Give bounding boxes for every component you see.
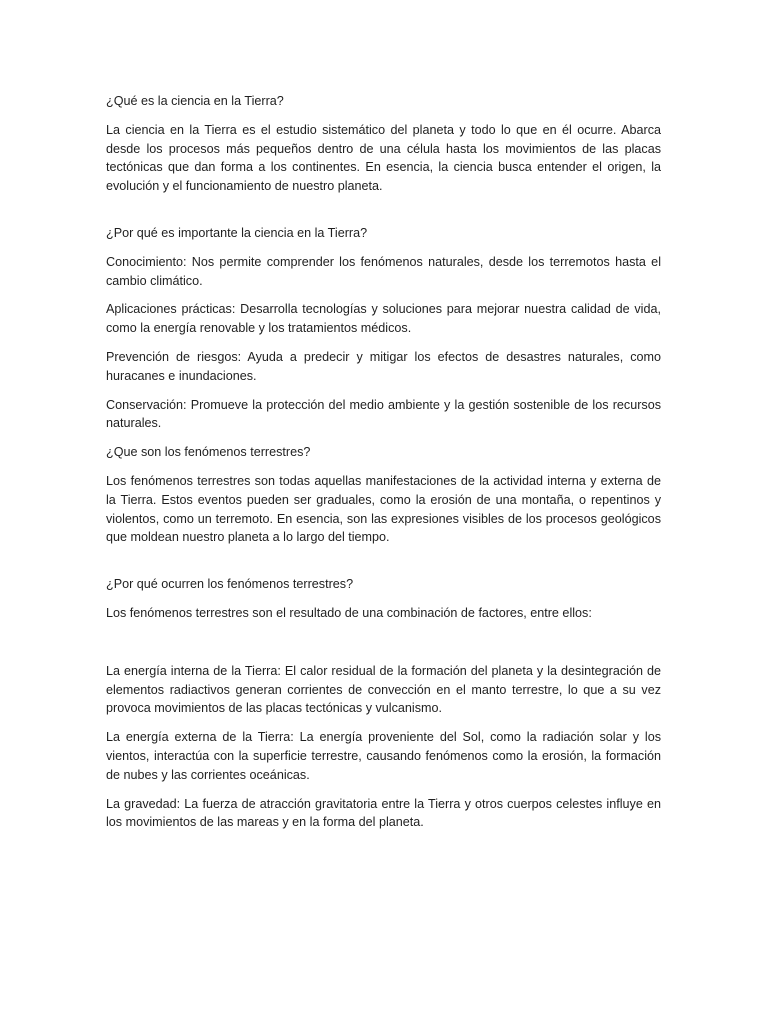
paragraph-definicion-ciencia: La ciencia en la Tierra es el estudio sistemático del planeta y todo lo que en él ocurre. Abarca desde los procesos más pequeños dentro de una célula hasta los movimientos de las placas tectónicas que dan forma a los continentes. En esencia, la ciencia busca entender el origen, la evolución y el funcionamiento de nuestro planeta. [106, 122, 661, 194]
paragraph-prevencion: Prevención de riesgos: Ayuda a predecir y mitigar los efectos de desastres naturales, como huracanes e inundaciones. [106, 349, 661, 383]
heading-por-que-ocurren: ¿Por qué ocurren los fenómenos terrestres? [106, 577, 354, 592]
paragraph-aplicaciones: Aplicaciones prácticas: Desarrolla tecnologías y soluciones para mejorar nuestra calidad de vida, como la energía renovable y los tratamientos médicos. [106, 302, 661, 336]
spacer [106, 633, 661, 662]
paragraph-conservacion: Conservación: Promueve la protección del medio ambiente y la gestión sostenible de los recursos naturales. [106, 397, 661, 431]
document-page [106, 92, 661, 842]
paragraph-energia-externa: La energía externa de la Tierra: La energía proveniente del Sol, como la radiación solar y los vientos, interactúa con la superficie terrestre, causando fenómenos como la erosión, la formación de nubes y las corrientes oceánicas. [106, 730, 661, 782]
heading-fenomenos-terrestres: ¿Que son los fenómenos terrestres? [106, 445, 311, 460]
paragraph-factores-intro: Los fenómenos terrestres son el resultado de una combinación de factores, entre ellos: [106, 605, 592, 620]
paragraph-gravedad: La gravedad: La fuerza de atracción gravitatoria entre la Tierra y otros cuerpos celestes influye en los movimientos de las mareas y en la forma del planeta. [106, 796, 661, 830]
paragraph-conocimiento: Conocimiento: Nos permite comprender los fenómenos naturales, desde los terremotos hasta el cambio climático. [106, 254, 661, 288]
paragraph-definicion-fenomenos: Los fenómenos terrestres son todas aquellas manifestaciones de la actividad interna y externa de la Tierra. Estos eventos pueden ser graduales, como la erosión de una montaña, o repentinos y violentos, como un terremoto. En esencia, son las expresiones visibles de los procesos geológicos que moldean nuestro planeta a lo largo del tiempo. [106, 473, 661, 545]
spacer [106, 206, 661, 224]
spacer [106, 557, 661, 575]
heading-que-es-ciencia: ¿Qué es la ciencia en la Tierra? [106, 94, 284, 108]
heading-importancia-ciencia: ¿Por qué es importante la ciencia en la Tierra? [106, 225, 368, 240]
paragraph-energia-interna: La energía interna de la Tierra: El calor residual de la formación del planeta y la desintegración de elementos radiactivos generan corrientes de convección en el manto terrestre, lo que a su vez provoca movimientos de las placas tectónicas y vulcanismo. [106, 663, 661, 716]
